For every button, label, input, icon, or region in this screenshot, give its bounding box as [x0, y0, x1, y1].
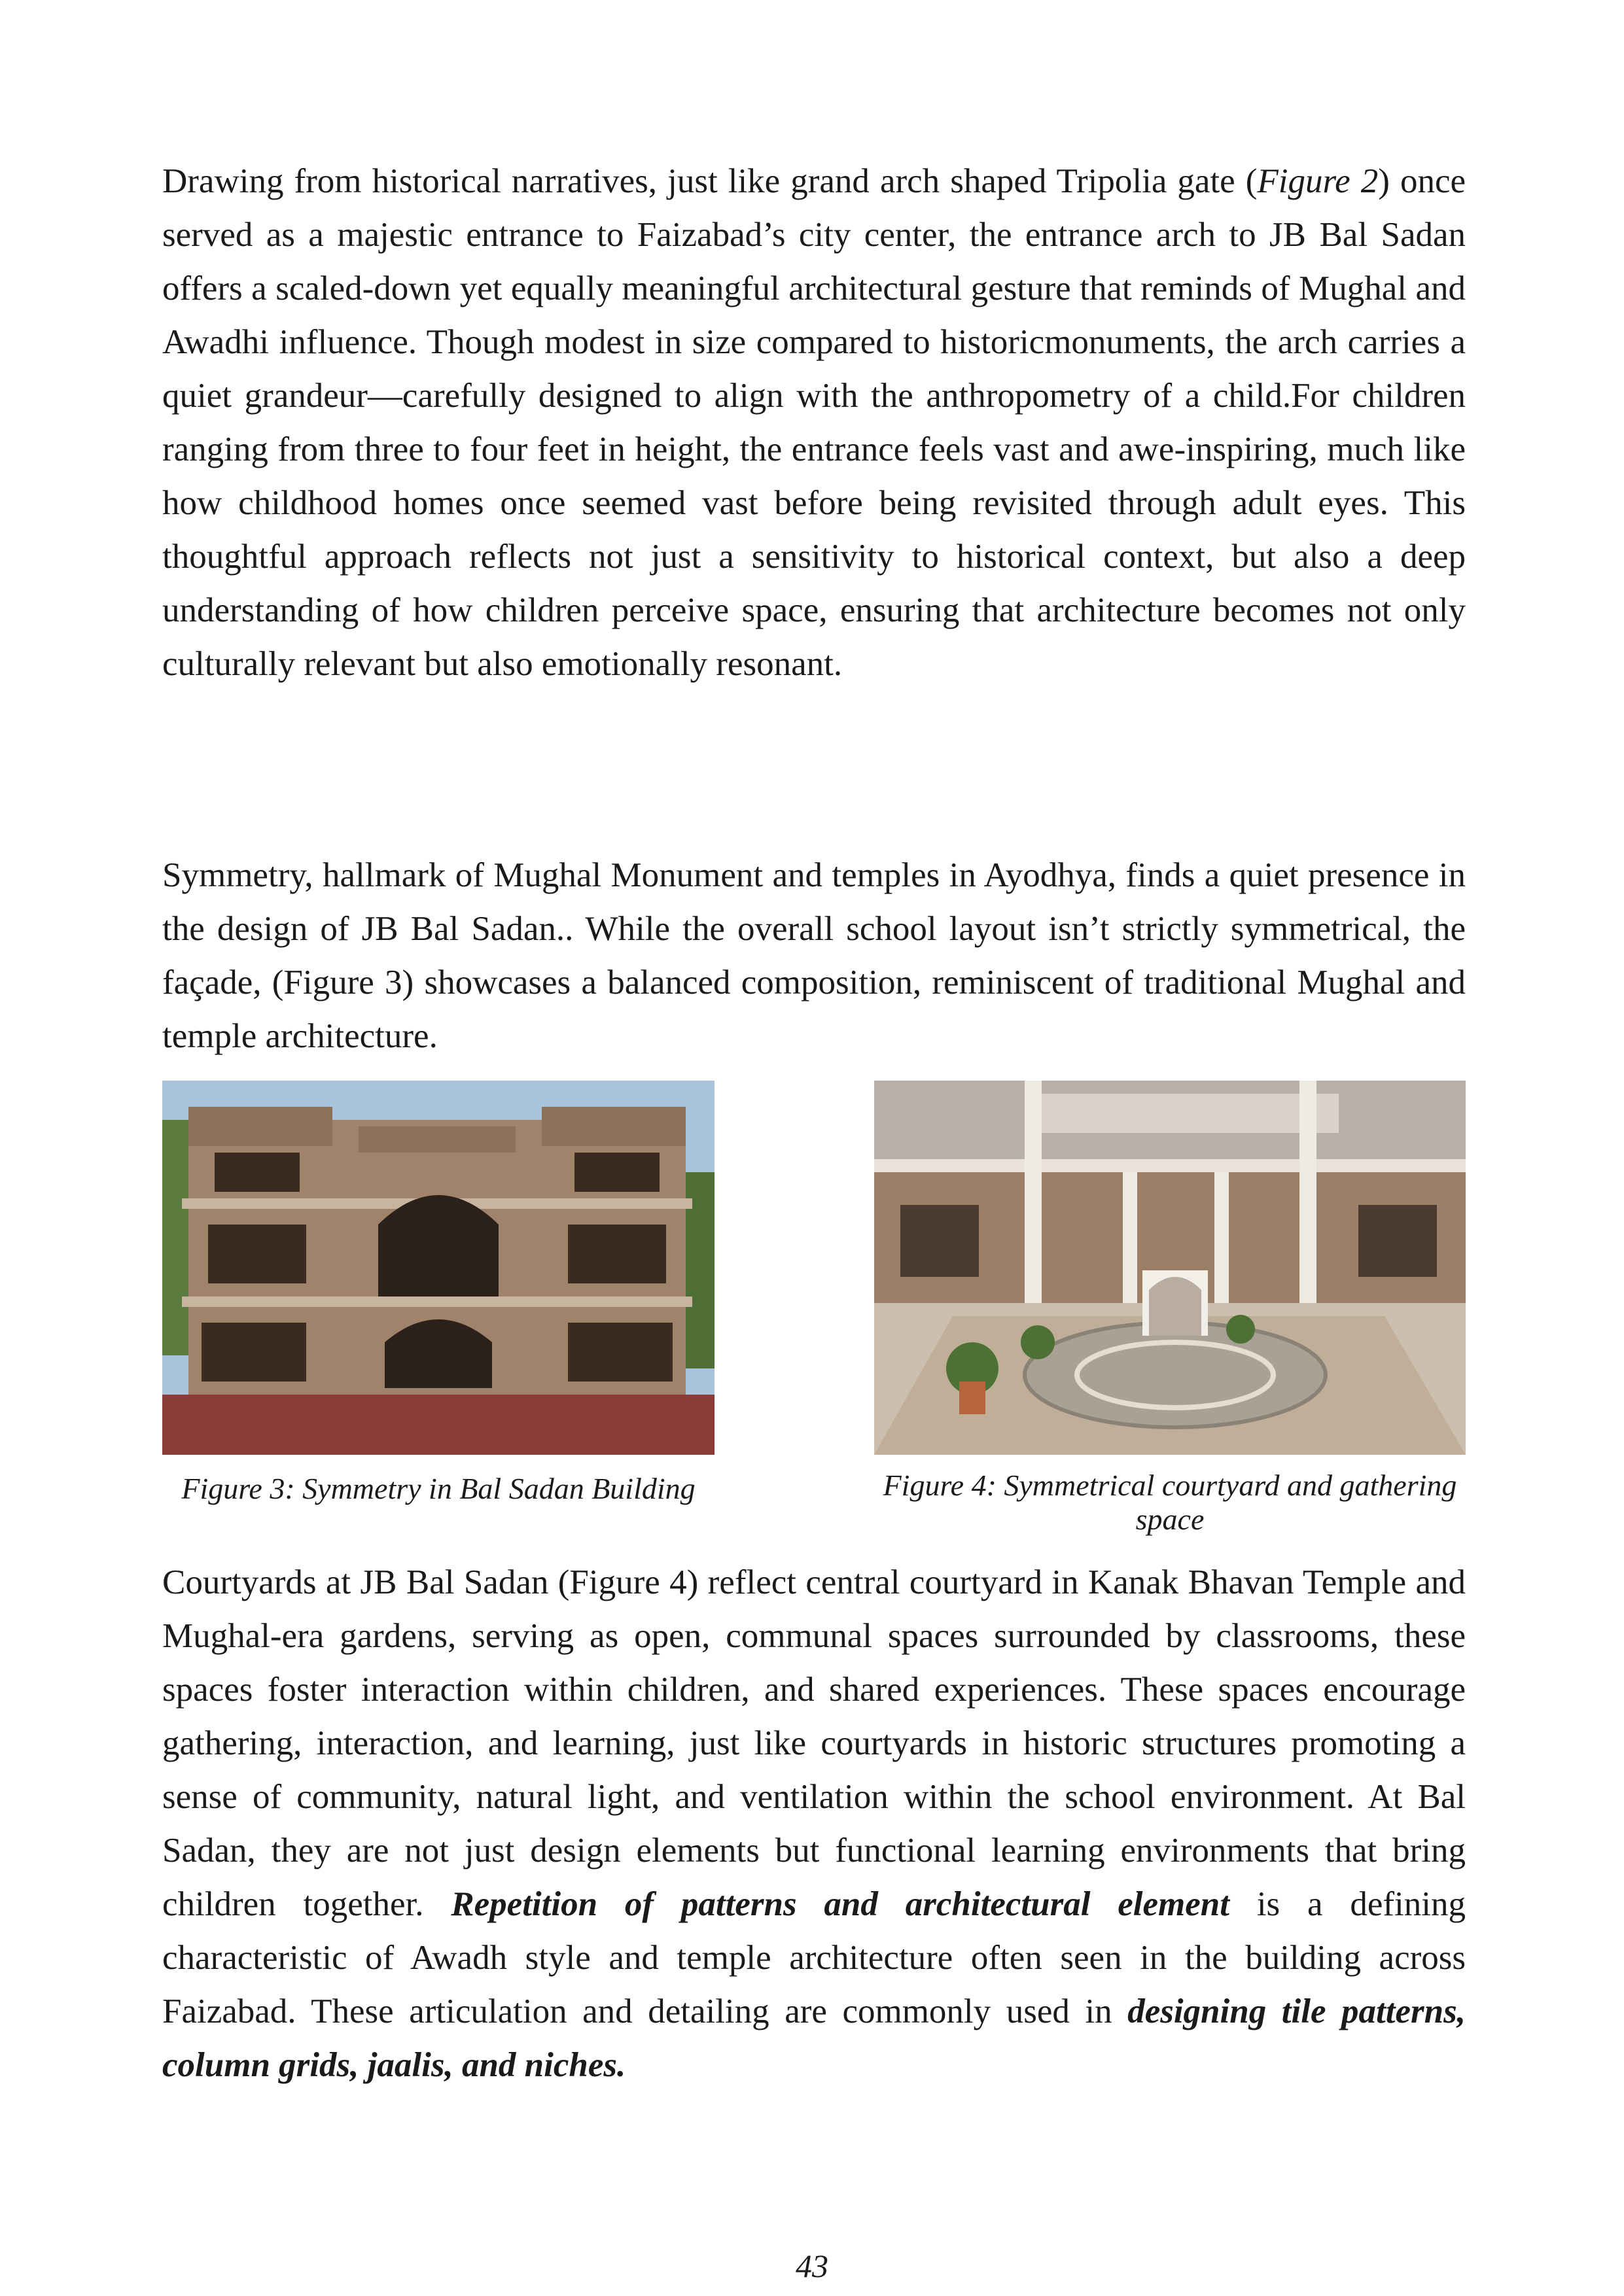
building-facade-illustration — [162, 1081, 715, 1455]
figure-4-courtyard-photo — [874, 1081, 1466, 1455]
courtyard-illustration — [874, 1081, 1466, 1455]
emphasis-design-elements: designing tile patterns, column grids, jaalis, and niches. — [162, 1992, 1466, 2084]
figure-4-caption: Figure 4: Symmetrical courtyard and gathering space — [883, 1469, 1457, 1536]
emphasis-repetition: Repetition of patterns and architectural element — [451, 1885, 1229, 1923]
paragraph-text: ) once served as a majestic entrance to Faizabad’s city center, the entrance arch to JB Bal Sadan offers a scaled-down yet equally meaningful architectural gesture that reminds of Mughal and Awadhi influence. Though modest in size compared to historicmonuments, the arch carries a quiet grandeur—carefully designed to align with the anthropometry of a child.For children ranging from three to four feet in height, the entrance feels vast and awe-inspiring, much like how childhood homes once seemed vast before being revisited through adult eyes. This thoughtful approach reflects not just a sensitivity to historical context, but also a deep understanding of how children perceive space, ensuring that architecture becomes not only culturally relevant but also emotionally resonant. — [162, 162, 1466, 683]
paragraph-text: is a defining characteristic of Awadh style and temple architecture often seen in the building across Faizabad. These articulation and detailing are commonly used in — [162, 1885, 1466, 2030]
paragraph-tripolia-arch — [162, 154, 1466, 691]
paragraph-text: Drawing from historical narratives, just like grand arch shaped Tripolia gate ( — [162, 162, 1258, 200]
page-number: 43 — [796, 2248, 828, 2284]
figure-reference: Figure 2 — [1257, 162, 1379, 200]
paragraph-text: Courtyards at JB Bal Sadan (Figure 4) reflect central courtyard in Kanak Bhavan Temple and Mughal-era gardens, serving as open, communal spaces surrounded by classrooms, these spaces foster interaction within children, and shared experiences. These spaces encourage gathering, interaction, and learning, just like courtyards in historic structures promoting a sense of community, natural light, and ventilation within the school environment. At Bal Sadan, they are not just design elements but functional learning environments that bring children together. — [162, 1563, 1466, 1923]
figure-3-building-photo — [162, 1081, 715, 1455]
paragraph-symmetry: Symmetry, hallmark of Mughal Monument and temples in Ayodhya, finds a quiet presence in the design of JB Bal Sadan.. While the overall school layout isn’t strictly symmetrical, the façade, (Figure 3) showcases a balanced composition, reminiscent of traditional Mughal and temple architecture. — [162, 856, 1466, 1055]
paragraph-courtyards — [162, 1556, 1466, 2092]
figure-3-caption: Figure 3: Symmetry in Bal Sadan Building — [181, 1472, 696, 1505]
